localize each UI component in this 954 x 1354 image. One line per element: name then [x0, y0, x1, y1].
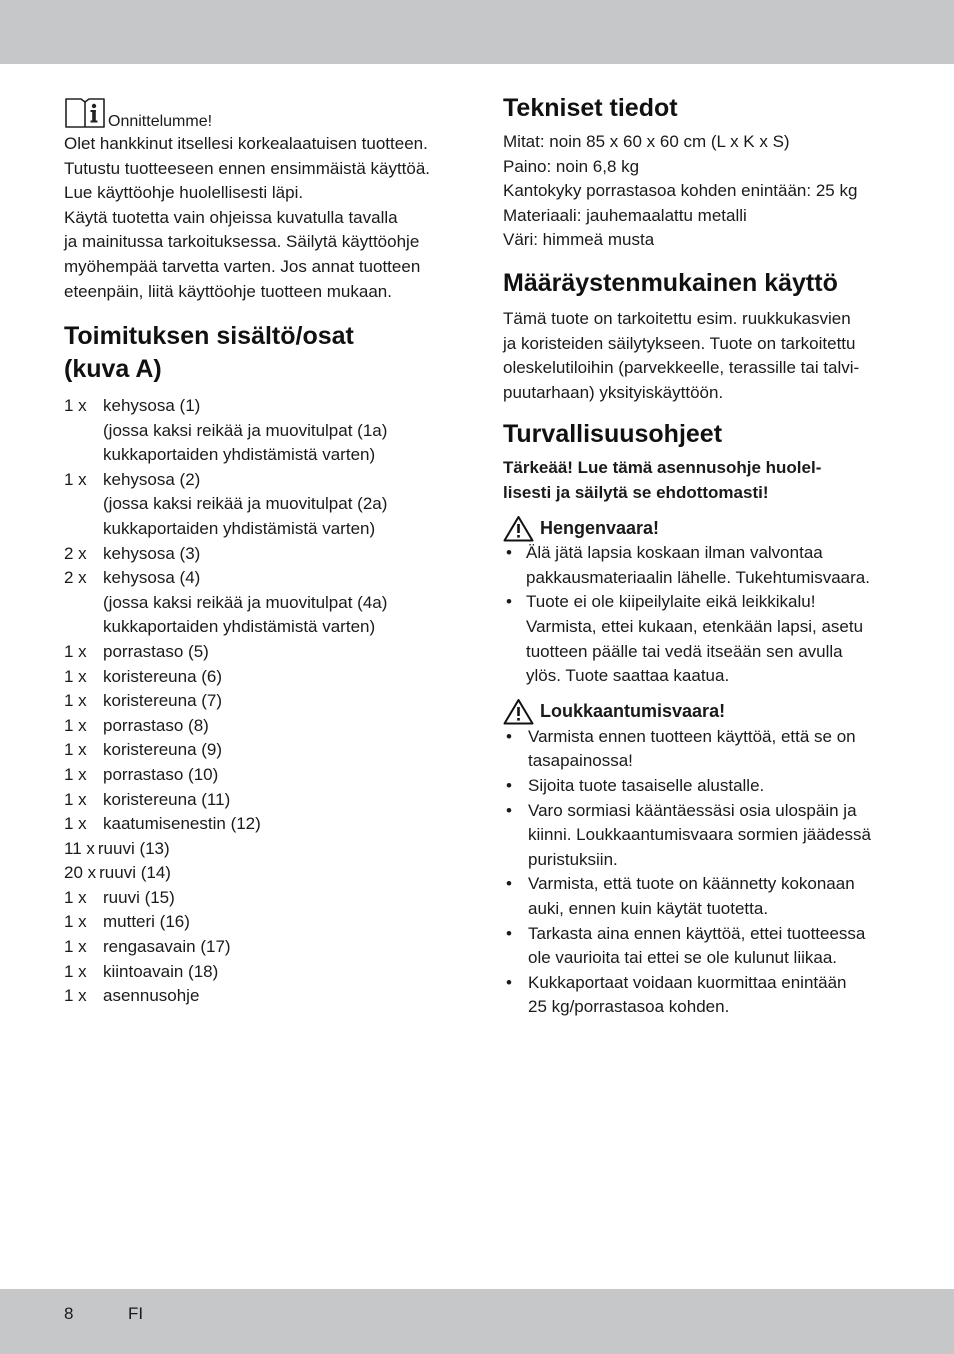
- intro-line: Olet hankkinut itsellesi korkealaatuisen tuotteen.: [64, 134, 428, 153]
- part-note: kukkaportaiden yhdistämistä varten): [103, 617, 376, 637]
- part-name: porrastaso (5): [103, 641, 209, 661]
- intended-use-lines: [503, 307, 903, 405]
- bullet-line: • Tuote ei ole kiipeilylaite eikä leikkikalu!: [526, 592, 816, 612]
- part-name: kehysosa (1): [103, 396, 201, 415]
- part-row: [64, 861, 459, 886]
- header-band: [0, 0, 954, 64]
- part-row: [64, 935, 459, 960]
- intended-use-line: ja koristeiden säilytykseen. Tuote on tarkoitettu: [503, 333, 856, 353]
- part-quantity: 1 x: [64, 641, 87, 661]
- intro-heading: Onnittelumme!: [108, 113, 213, 130]
- bullet-item: [503, 774, 903, 799]
- parts-list: [64, 394, 459, 1009]
- part-quantity: 1 x: [64, 740, 87, 760]
- part-row: [64, 812, 459, 837]
- intended-use-line: Tämä tuote on tarkoitettu esim. ruukkukasvien: [503, 309, 851, 328]
- part-quantity: 1 x: [64, 887, 87, 907]
- part-quantity: 1 x: [64, 691, 87, 711]
- intro-section: [64, 96, 459, 304]
- part-row: [64, 665, 459, 690]
- part-note: (jossa kaksi reikää ja muovitulpat (4a): [103, 592, 388, 612]
- part-quantity: 1 x: [64, 715, 87, 735]
- bullet-line: ole vaurioita tai ettei se ole kulunut liikaa.: [528, 948, 838, 968]
- contents-title-line: (kuva A): [64, 355, 162, 383]
- injury-heading: [503, 699, 903, 725]
- danger-heading: [503, 515, 903, 541]
- bullet-item: [503, 541, 903, 590]
- intended-use-line: puutarhaan) yksityiskäyttöön.: [503, 382, 724, 402]
- part-row: [64, 640, 459, 665]
- danger-list: [503, 541, 903, 689]
- bullet-line: puristuksiin.: [528, 849, 618, 869]
- bullet-line: • Tarkasta aina ennen käyttöä, ettei tuotteessa: [528, 923, 866, 943]
- safety-title: Turvallisuusohjeet: [503, 420, 723, 448]
- danger-title: Hengenvaara!: [540, 517, 660, 538]
- bullet-item: [503, 590, 903, 688]
- part-quantity: 20 x: [64, 863, 97, 883]
- contents-title: [64, 320, 459, 386]
- part-quantity: 1 x: [64, 986, 87, 1006]
- bullet-line: Varmista, ettei kukaan, etenkään lapsi, asetu: [526, 616, 864, 636]
- language-code: FI: [128, 1304, 144, 1323]
- bullet-line: kiinni. Loukkaantumisvaara sormien jäädessä: [528, 825, 872, 845]
- part-name: ruuvi (15): [103, 887, 175, 907]
- part-name: rengasavain (17): [103, 937, 231, 957]
- part-row: [64, 837, 459, 862]
- bullet-item: [503, 799, 903, 873]
- part-name: kaatumisenestin (12): [103, 814, 261, 834]
- intro-line: Käytä tuotetta vain ohjeissa kuvatulla tavalla: [64, 207, 398, 227]
- part-quantity: 1 x: [64, 961, 87, 981]
- part-row: [64, 910, 459, 935]
- injury-list: [503, 725, 903, 1020]
- bullet-line: pakkausmateriaalin lähelle. Tukehtumisvaara.: [526, 567, 870, 587]
- part-row: [64, 738, 459, 763]
- tech-title: Tekniset tiedot: [503, 94, 678, 122]
- part-quantity: 11 x: [64, 838, 95, 858]
- intended-use-section: [503, 267, 903, 405]
- part-quantity: 1 x: [64, 666, 87, 686]
- part-name: koristereuna (7): [103, 691, 223, 711]
- bullet-line: ylös. Tuote saattaa kaatua.: [526, 666, 730, 686]
- bullet-line: • Kukkaportaat voidaan kuormittaa enintään: [528, 972, 847, 992]
- part-name: mutteri (16): [103, 912, 190, 932]
- intro-text: [64, 132, 459, 304]
- part-row: [64, 886, 459, 911]
- bullet-line: • Varmista ennen tuotteen käyttöä, että se on: [528, 726, 856, 746]
- part-quantity: 1 x: [64, 469, 87, 489]
- bullet-line: • Varmista, että tuote on käännetty kokonaan: [528, 874, 855, 894]
- part-name: kiintoavain (18): [103, 961, 219, 981]
- part-row: [64, 984, 459, 1009]
- part-name: porrastaso (10): [103, 764, 219, 784]
- tech-line: Paino: noin 6,8 kg: [503, 156, 640, 176]
- warning-triangle-icon: [503, 515, 534, 542]
- part-name: asennusohje: [103, 986, 200, 1006]
- safety-important: [503, 456, 903, 505]
- bullet-item: [503, 872, 903, 921]
- manual-info-icon: [64, 96, 106, 130]
- part-row: [64, 566, 459, 591]
- part-note: (jossa kaksi reikää ja muovitulpat (2a): [103, 494, 388, 514]
- part-quantity: 2 x: [64, 568, 87, 588]
- part-name: kehysosa (4): [103, 568, 201, 588]
- part-note: (jossa kaksi reikää ja muovitulpat (1a): [103, 420, 388, 440]
- intro-line: ja mainitussa tarkoituksessa. Säilytä käyttöohje: [64, 232, 420, 252]
- part-row: [64, 763, 459, 788]
- part-name: kehysosa (2): [103, 469, 201, 489]
- part-quantity: 1 x: [64, 937, 87, 957]
- part-quantity: 2 x: [64, 543, 87, 563]
- tech-line: Kantokyky porrastasoa kohden enintään: 25 kg: [503, 181, 858, 201]
- bullet-item: [503, 725, 903, 774]
- tech-section: [503, 92, 903, 253]
- intro-line: myöhempää tarvetta varten. Jos annat tuotteen: [64, 256, 421, 276]
- part-name: ruuvi (13): [97, 838, 170, 858]
- part-quantity: 1 x: [64, 789, 87, 809]
- safety-section: [503, 418, 903, 1020]
- bullet-line: tasapainossa!: [528, 751, 633, 771]
- part-name: ruuvi (14): [99, 863, 171, 883]
- intro-heading-row: [64, 96, 459, 132]
- bullet-item: [503, 971, 903, 1020]
- tech-lines: [503, 130, 903, 253]
- contents-title-line: Toimituksen sisältö/osat: [64, 322, 354, 350]
- tech-line: Materiaali: jauhemaalattu metalli: [503, 205, 747, 225]
- bullet-line: • Älä jätä lapsia koskaan ilman valvontaa: [526, 543, 823, 563]
- part-quantity: 1 x: [64, 912, 87, 932]
- part-row: [64, 960, 459, 985]
- part-name: koristereuna (6): [103, 666, 223, 686]
- part-name: kehysosa (3): [103, 543, 201, 563]
- tech-line: Mitat: noin 85 x 60 x 60 cm (L x K x S): [503, 132, 790, 151]
- bullet-line: • Varo sormiasi kääntäessäsi osia ulospäin ja: [528, 800, 857, 820]
- injury-title: Loukkaantumisvaara!: [540, 701, 726, 722]
- tech-line: Väri: himmeä musta: [503, 230, 655, 250]
- bullet-line: 25 kg/porrastasoa kohden.: [528, 997, 730, 1017]
- bullet-line: auki, ennen kuin käytät tuotetta.: [528, 898, 769, 918]
- part-quantity: 1 x: [64, 396, 87, 415]
- part-quantity: 1 x: [64, 814, 87, 834]
- part-row: [64, 788, 459, 813]
- part-quantity: 1 x: [64, 764, 87, 784]
- page-number: 8: [64, 1304, 74, 1323]
- important-line: Tärkeää! Lue tämä asennusohje huolel-: [503, 458, 822, 477]
- contents-section: [64, 320, 459, 1009]
- intended-use-title: Määräystenmukainen käyttö: [503, 269, 838, 297]
- intro-line: Tutustu tuotteeseen ennen ensimmäistä käyttöä.: [64, 158, 431, 178]
- warning-triangle-icon: [503, 698, 534, 725]
- part-row: [64, 468, 459, 493]
- important-line: lisesti ja säilytä se ehdottomasti!: [503, 482, 769, 502]
- intro-line: eteenpäin, liitä käyttöohje tuotteen mukaan.: [64, 281, 392, 301]
- part-name: koristereuna (11): [103, 789, 231, 809]
- part-note: kukkaportaiden yhdistämistä varten): [103, 518, 376, 538]
- bullet-item: [503, 922, 903, 971]
- part-row: [64, 714, 459, 739]
- intended-use-line: oleskelutiloihin (parvekkeelle, terassille tai talvi-: [503, 358, 860, 378]
- part-row: [64, 542, 459, 567]
- part-note: kukkaportaiden yhdistämistä varten): [103, 445, 376, 465]
- bullet-line: tuotteen päälle tai vedä itseään sen avulla: [526, 641, 843, 661]
- part-row: [64, 689, 459, 714]
- part-row: [64, 394, 459, 419]
- intro-line: Lue käyttöohje huolellisesti läpi.: [64, 183, 304, 203]
- part-name: koristereuna (9): [103, 740, 223, 760]
- bullet-line: • Sijoita tuote tasaiselle alustalle.: [528, 775, 765, 795]
- part-name: porrastaso (8): [103, 715, 209, 735]
